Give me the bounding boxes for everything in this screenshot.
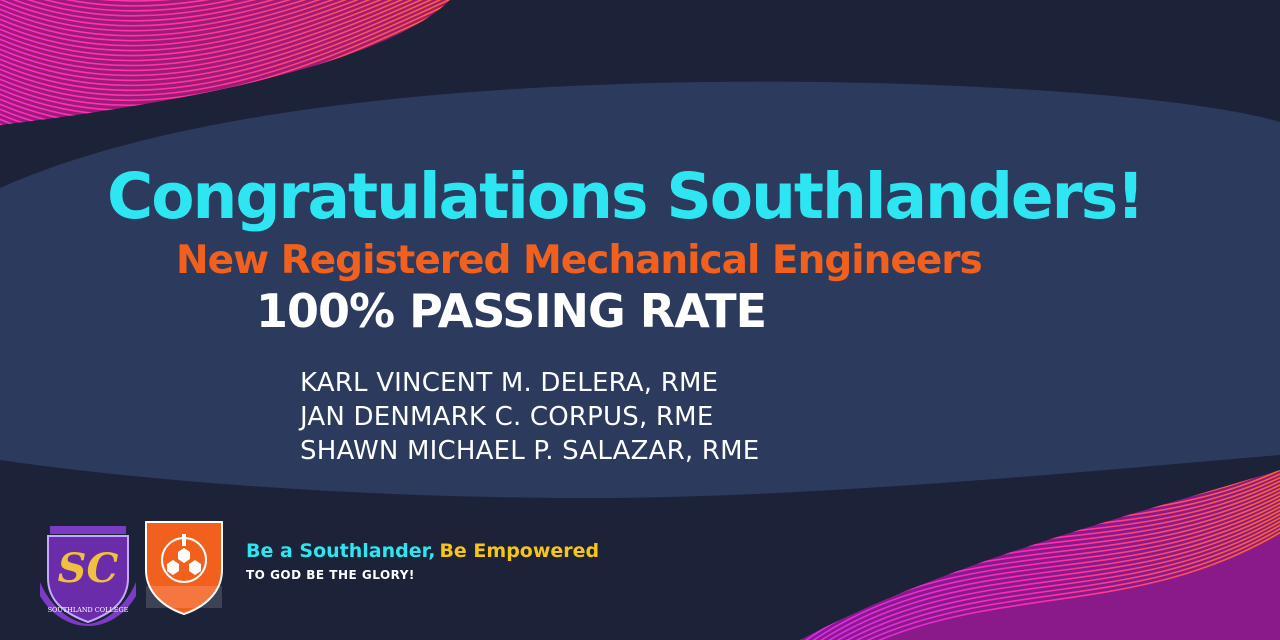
motto: TO GOD BE THE GLORY! (246, 568, 415, 582)
headline-subtitle: New Registered Mechanical Engineers (176, 238, 982, 283)
passer-name: SHAWN MICHAEL P. SALAZAR, RME (300, 436, 760, 466)
passers-list (300, 366, 759, 468)
logo-college-name: SOUTHLAND COLLEGE (47, 606, 129, 614)
tagline (246, 540, 599, 562)
passer-name: KARL VINCENT M. DELERA, RME (300, 368, 719, 398)
headline-title: Congratulations Southlanders! (107, 160, 1143, 233)
tagline-part1: Be a Southlander, (246, 540, 436, 562)
logo-monogram: SC (57, 545, 119, 592)
school-of-engineering-shield-icon (140, 514, 228, 616)
southland-college-seal-icon (40, 518, 136, 626)
passing-rate: 100% PASSING RATE (256, 284, 767, 338)
passer-name: JAN DENMARK C. CORPUS, RME (300, 402, 714, 432)
tagline-part2: Be Empowered (439, 540, 600, 562)
